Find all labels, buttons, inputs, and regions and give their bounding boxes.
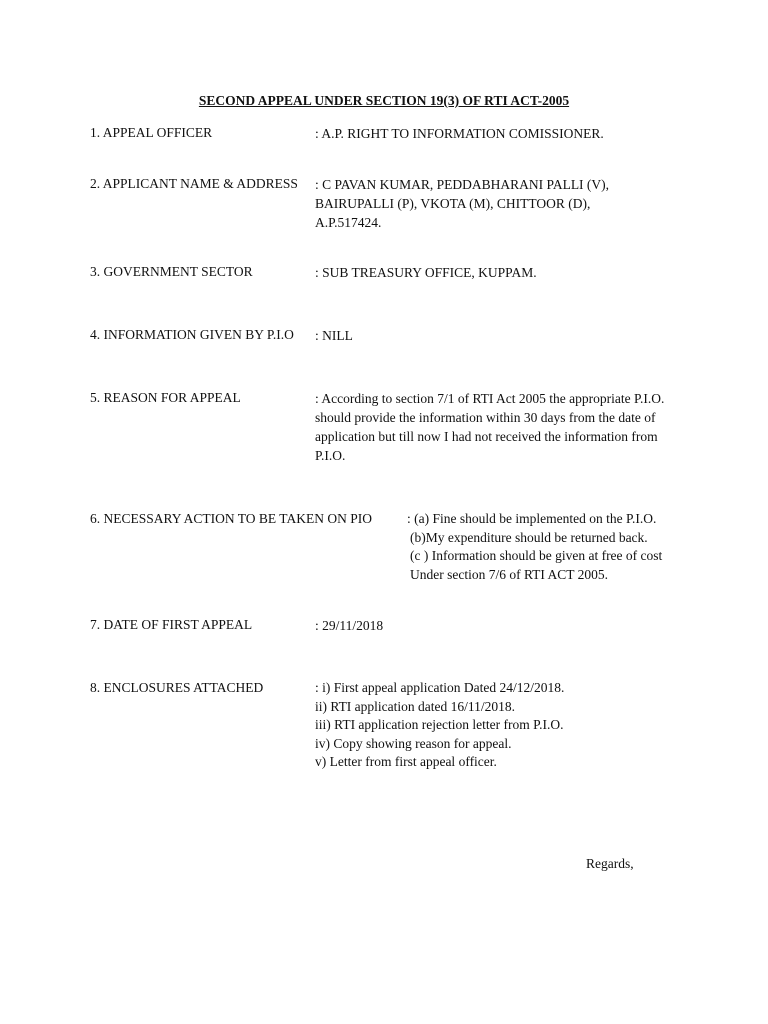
item-1-label: 1. APPEAL OFFICER — [90, 125, 213, 140]
item-8-value — [315, 679, 564, 772]
item-8-line: ii) RTI application dated 16/11/2018. — [315, 698, 516, 714]
item-3-line: : SUB TREASURY OFFICE, KUPPAM. — [315, 265, 537, 280]
item-5-line: should provide the information within 30 days from the date of — [315, 410, 656, 425]
item-5-line: P.I.O. — [315, 448, 346, 463]
item-1-value — [315, 124, 604, 143]
item-5-line: : According to section 7/1 of RTI Act 2005 the appropriate P.I.O. — [315, 391, 665, 406]
item-5-value — [315, 389, 685, 465]
item-6-line: Under section 7/6 of RTI ACT 2005. — [410, 566, 609, 582]
item-2-label: 2. APPLICANT NAME & ADDRESS — [90, 176, 298, 191]
item-7-label: 7. DATE OF FIRST APPEAL — [90, 617, 253, 632]
item-6-value — [407, 510, 662, 584]
item-1-line: : A.P. RIGHT TO INFORMATION COMISSIONER. — [315, 126, 604, 141]
item-5-line: application but till now I had not received the information from — [315, 429, 658, 444]
item-8-line: iv) Copy showing reason for appeal. — [315, 735, 512, 751]
item-6-label: 6. NECESSARY ACTION TO BE TAKEN ON PIO — [90, 511, 372, 526]
item-4-label: 4. INFORMATION GIVEN BY P.I.O — [90, 327, 294, 342]
closing-regards: Regards, — [586, 856, 634, 871]
item-2-line: BAIRUPALLI (P), VKOTA (M), CHITTOOR (D), — [315, 196, 591, 211]
item-7-line: : 29/11/2018 — [315, 618, 384, 633]
item-3-value — [315, 263, 537, 282]
item-2-line: A.P.517424. — [315, 215, 382, 230]
document-title: SECOND APPEAL UNDER SECTION 19(3) OF RTI ACT-2005 — [198, 93, 570, 108]
item-6-line: (b)My expenditure should be returned back. — [410, 529, 648, 545]
item-3-label: 3. GOVERNMENT SECTOR — [90, 264, 253, 279]
item-8-line: v) Letter from first appeal officer. — [315, 754, 497, 769]
item-8-line: iii) RTI application rejection letter from P.I.O. — [315, 717, 564, 732]
item-8-line: : i) First appeal application Dated 24/12/2018. — [315, 680, 565, 695]
item-8-label: 8. ENCLOSURES ATTACHED — [90, 680, 264, 695]
item-4-value — [315, 326, 353, 345]
item-4-line: : NILL — [315, 328, 353, 343]
item-5-label: 5. REASON FOR APPEAL — [90, 390, 241, 405]
item-7-value — [315, 616, 383, 635]
item-6-line: : (a) Fine should be implemented on the P.I.O. — [407, 511, 657, 526]
item-2-value — [315, 175, 609, 232]
item-2-line: : C PAVAN KUMAR, PEDDABHARANI PALLI (V), — [315, 177, 610, 192]
item-6-line: (c ) Information should be given at free of cost — [410, 548, 663, 563]
